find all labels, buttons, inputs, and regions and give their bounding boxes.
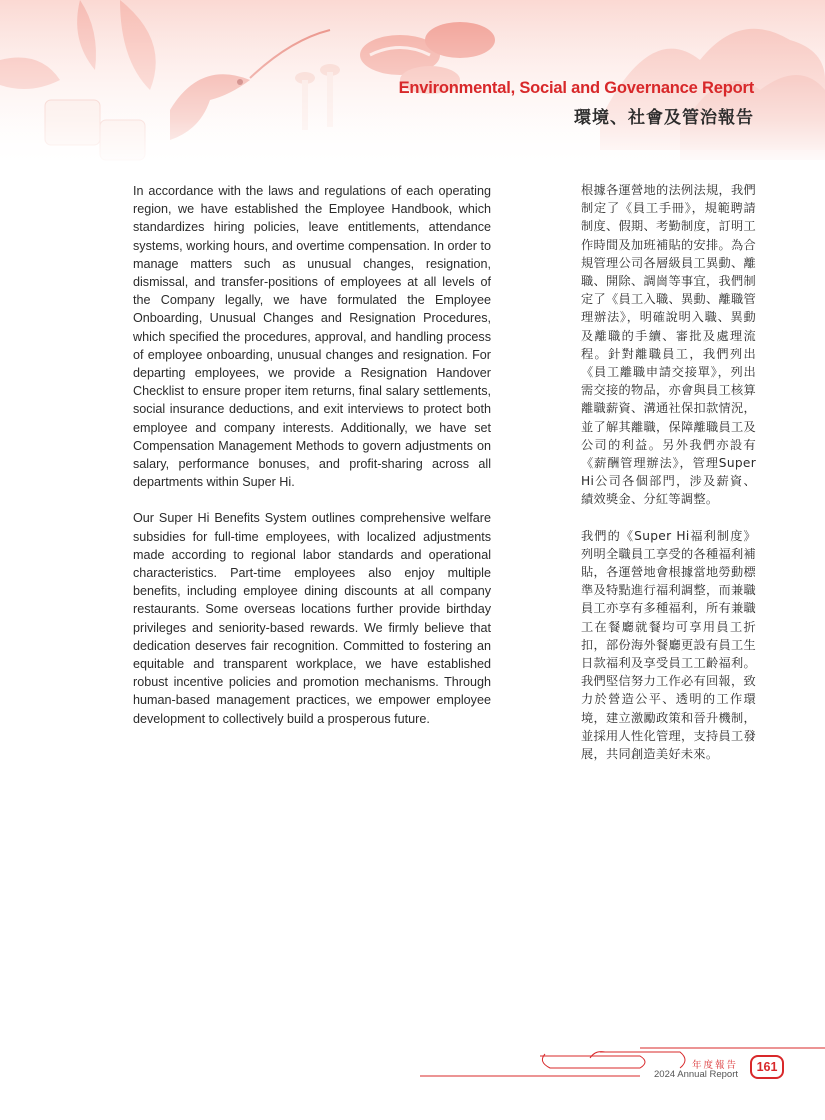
footer-label-en: 2024 Annual Report	[654, 1069, 738, 1080]
page-number: 161	[750, 1055, 784, 1079]
paragraph-en-benefits-system: Our Super Hi Benefits System outlines comprehensive welfare subsidies for full-time employees, with localized adjustments made according to regional labor standards and operational characteristics. Part-time employees also enjoy multiple benefits, including employee dining discounts at all company restaurants. Some overseas locations further provide birthday privileges and seniority-based rewards. We firmly believe that dedication deserves fair recognition. Committed to fostering an equitable and transparent workplace, we have established robust incentive policies and promotion mechanisms. Through human-based management practices, we empower employee development to collectively build a prosperous future.	[133, 511, 491, 726]
paragraph-zh-employment-policies: 根據各運營地的法例法規，我們制定了《員工手冊》，規範聘請制度、假期、考勤制度，訂明工作時間及加班補貼的安排。為合規管理公司各層級員工異動、離職、開除、調崗等事宜，我們制定了《員工入職、異動、離職管理辦法》，明確說明入職、異動及離職的手續、審批及處理流程。針對離職員工，我們列出《員工離職申請交接單》，列出需交接的物品，亦會與員工核算離職薪資、溝通社保扣款情況，並了解其離職，保障離職員工及公司的利益。另外我們亦設有《薪酬管理辦法》，管理Super Hi公司各個部門，涉及薪資、績效獎金、分紅等調整。	[581, 183, 756, 507]
english-column	[133, 182, 491, 746]
report-title-zh: 環境、社會及管治報告	[574, 108, 754, 128]
paragraph-zh-benefits-system: 我們的《Super Hi福利制度》列明全職員工享受的各種福利補貼，各運營地會根據當地勞動標準及特點進行福利調整，而兼職員工亦享有多種福利，所有兼職工在餐廳就餐均可享用員工折扣，部份海外餐廳更設有員工生日款福利及享受員工工齡福利。我們堅信努力工作必有回報，致力於營造公平、透明的工作環境，建立激勵政策和晉升機制，並採用人性化管理，支持員工發展，共同創造美好未來。	[581, 528, 756, 762]
report-title-en: Environmental, Social and Governance Report	[398, 79, 754, 97]
chinese-column	[581, 181, 756, 781]
paragraph-en-employment-policies: In accordance with the laws and regulations of each operating region, we have established the Employee Handbook, which standardizes hiring policies, leave entitlements, attendance systems, working hours, and overtime compensation. In order to manage matters such as unusual changes, resignation, dismissal, and transfer-positions of employees at all levels of the Company legally, we have formulated the Employee Onboarding, Unusual Changes and Resignation Procedures, which specified the procedures, approval, and handling process of employee onboarding, unusual changes and resignation. For departing employees, we provide a Resignation Handover Checklist to ensure proper item returns, final salary settlements, social insurance deductions, and exit interviews to protect both employee and company interests. Additionally, we have set Compensation Management Methods to govern adjustments on salary, performance bonuses, and profit-sharing across all departments within Super Hi.	[133, 184, 491, 490]
footer-label-zh: 年度報告	[691, 1060, 738, 1071]
